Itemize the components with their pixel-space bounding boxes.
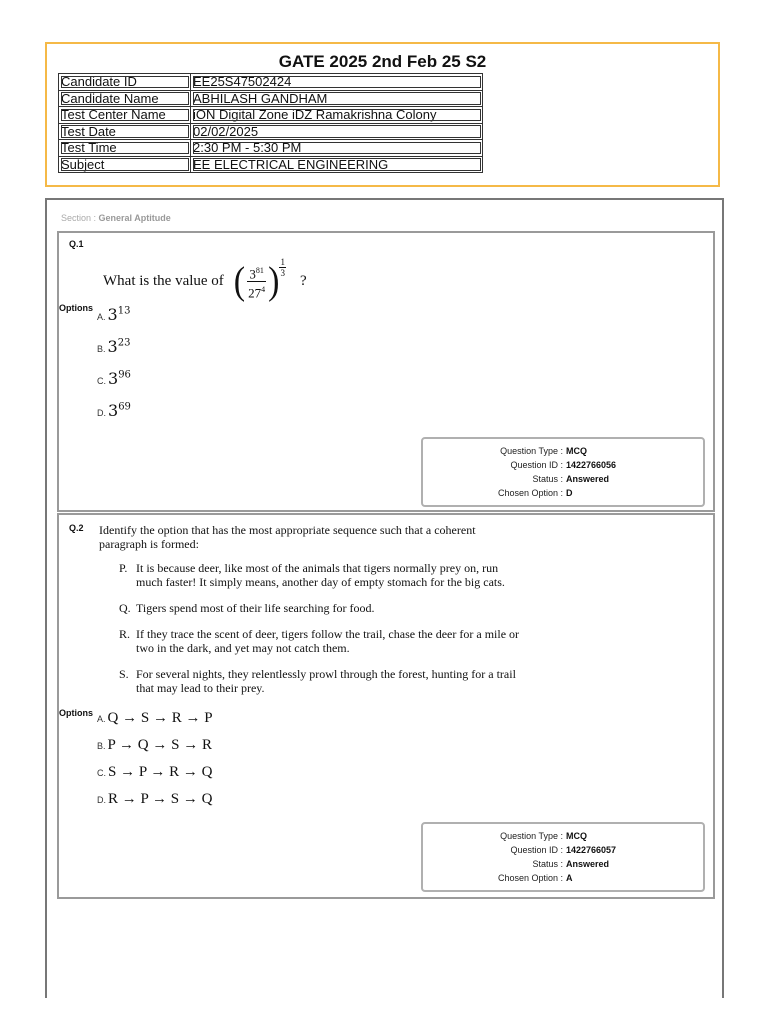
meta-value: Answered bbox=[566, 474, 610, 484]
meta-value: MCQ bbox=[566, 831, 587, 841]
option-letter: D. bbox=[97, 408, 106, 418]
option-base: 3 bbox=[107, 305, 118, 324]
meta-chosen-option bbox=[423, 873, 703, 883]
question-2-card bbox=[57, 513, 715, 899]
option-value bbox=[108, 401, 131, 420]
option-letter: C. bbox=[97, 768, 106, 778]
meta-value: D bbox=[566, 488, 573, 498]
info-key: Candidate ID bbox=[59, 74, 191, 91]
section-name: General Aptitude bbox=[98, 213, 171, 223]
options-label: Options bbox=[59, 708, 93, 718]
info-key: Subject bbox=[59, 156, 191, 173]
num-base: 3 bbox=[249, 266, 256, 282]
question-text bbox=[99, 523, 524, 707]
questions-panel bbox=[45, 198, 724, 998]
statement-q bbox=[119, 601, 524, 615]
meta-status bbox=[423, 474, 703, 484]
info-value: EE ELECTRICAL ENGINEERING bbox=[191, 156, 483, 173]
right-paren-glyph: ) bbox=[268, 259, 280, 303]
math-expression bbox=[233, 257, 286, 303]
info-key: Test Time bbox=[59, 140, 191, 157]
option-b[interactable] bbox=[97, 337, 130, 356]
section-label bbox=[61, 213, 171, 223]
statement-p bbox=[119, 561, 524, 589]
question-meta-box bbox=[421, 437, 705, 507]
question-number: Q.1 bbox=[69, 239, 84, 249]
info-key: Test Center Name bbox=[59, 107, 191, 124]
info-value: ABHILASH GANDHAM bbox=[191, 90, 483, 107]
meta-key: Status : bbox=[532, 859, 563, 869]
info-value: EE25S47502424 bbox=[191, 74, 483, 91]
meta-question-id bbox=[423, 845, 703, 855]
option-exponent: 23 bbox=[117, 337, 131, 349]
option-letter: B. bbox=[97, 741, 106, 751]
fraction-numerator bbox=[247, 263, 266, 282]
meta-value: 1422766056 bbox=[566, 460, 617, 470]
info-key: Candidate Name bbox=[59, 90, 191, 107]
den-base: 27 bbox=[248, 285, 262, 301]
question-text bbox=[103, 257, 307, 303]
fraction-denominator bbox=[246, 282, 267, 300]
info-value: iON Digital Zone iDZ Ramakrishna Colony bbox=[191, 107, 483, 124]
statement-text: Tigers spend most of their life searching for food. bbox=[136, 601, 375, 615]
statement-text: For several nights, they relentlessly prowl through the forest, hunting for a trail that may lead to their prey. bbox=[136, 667, 516, 695]
info-value: 02/02/2025 bbox=[191, 123, 483, 140]
option-letter: C. bbox=[97, 376, 106, 386]
statement-label: S. bbox=[119, 667, 129, 681]
question-1-card bbox=[57, 231, 715, 512]
meta-value: A bbox=[566, 873, 573, 883]
info-value: 2:30 PM - 5:30 PM bbox=[191, 140, 483, 157]
option-value bbox=[108, 337, 131, 356]
meta-question-type bbox=[423, 831, 703, 841]
meta-key: Question ID : bbox=[510, 845, 563, 855]
info-row-test-date bbox=[59, 123, 483, 140]
question-prompt: What is the value of bbox=[103, 273, 224, 290]
statement-label: Q. bbox=[119, 601, 131, 615]
outer-exponent bbox=[279, 257, 286, 278]
option-c[interactable] bbox=[97, 764, 212, 781]
statement-text: It is because deer, like most of the animals that tigers normally prey on, run much faster! It simply means, another day of empty stomach for the big cats. bbox=[136, 561, 505, 589]
meta-value: 1422766057 bbox=[566, 845, 617, 855]
option-a[interactable] bbox=[97, 710, 213, 727]
fraction bbox=[246, 263, 267, 301]
meta-key: Chosen Option : bbox=[497, 873, 563, 883]
option-value: S → P → R → Q bbox=[108, 764, 213, 780]
info-row-test-time bbox=[59, 140, 483, 157]
statement-label: P. bbox=[119, 561, 128, 575]
question-number: Q.2 bbox=[69, 523, 84, 533]
option-base: 3 bbox=[108, 369, 119, 388]
info-row-subject bbox=[59, 156, 483, 173]
candidate-info-panel bbox=[45, 42, 720, 187]
option-value: P → Q → S → R bbox=[107, 737, 212, 753]
statement-r bbox=[119, 627, 524, 655]
outer-exp-denominator: 3 bbox=[280, 268, 285, 278]
option-base: 3 bbox=[108, 401, 119, 420]
option-d[interactable] bbox=[97, 401, 131, 420]
info-row-test-center bbox=[59, 107, 483, 124]
candidate-info-table bbox=[58, 73, 483, 173]
meta-question-type bbox=[423, 446, 703, 456]
meta-status bbox=[423, 859, 703, 869]
info-row-candidate-name bbox=[59, 90, 483, 107]
option-value bbox=[108, 369, 131, 388]
option-value: Q → S → R → P bbox=[107, 710, 213, 726]
meta-value: Answered bbox=[566, 859, 610, 869]
meta-key: Question Type : bbox=[500, 831, 563, 841]
meta-question-id bbox=[423, 460, 703, 470]
meta-key: Status : bbox=[532, 474, 563, 484]
meta-chosen-option bbox=[423, 488, 703, 498]
statement-label: R. bbox=[119, 627, 131, 641]
option-c[interactable] bbox=[97, 369, 131, 388]
den-exponent: 4 bbox=[261, 285, 266, 295]
meta-key: Question Type : bbox=[500, 446, 563, 456]
option-exponent: 13 bbox=[117, 305, 131, 317]
option-base: 3 bbox=[107, 337, 118, 356]
meta-key: Chosen Option : bbox=[497, 488, 563, 498]
statement-text: If they trace the scent of deer, tigers follow the trail, chase the deer for a mile or two in the dark, and yet may not catch them. bbox=[136, 627, 520, 655]
option-letter: B. bbox=[97, 344, 106, 354]
option-a[interactable] bbox=[97, 305, 130, 324]
options-label: Options bbox=[59, 303, 93, 313]
option-d[interactable] bbox=[97, 791, 212, 808]
option-value: R → P → S → Q bbox=[108, 791, 213, 807]
info-key: Test Date bbox=[59, 123, 191, 140]
info-row-candidate-id bbox=[59, 74, 483, 91]
question-mark: ? bbox=[299, 273, 307, 290]
meta-value: MCQ bbox=[566, 446, 587, 456]
option-letter: A. bbox=[97, 714, 106, 724]
option-letter: A. bbox=[97, 312, 106, 322]
left-paren-glyph: ( bbox=[233, 259, 246, 303]
outer-exp-numerator: 1 bbox=[280, 257, 285, 267]
meta-key: Question ID : bbox=[510, 460, 563, 470]
option-letter: D. bbox=[97, 795, 106, 805]
option-exponent: 69 bbox=[118, 401, 131, 413]
question-meta-box bbox=[421, 822, 705, 892]
question-stem: Identify the option that has the most appropriate sequence such that a coherent paragraph is formed: bbox=[99, 523, 476, 551]
option-value bbox=[108, 305, 131, 324]
num-exponent: 81 bbox=[255, 266, 264, 275]
statement-s bbox=[119, 667, 524, 695]
option-exponent: 96 bbox=[118, 369, 131, 381]
exam-title: GATE 2025 2nd Feb 25 S2 bbox=[278, 52, 487, 71]
option-b[interactable] bbox=[97, 737, 212, 754]
section-prefix: Section : bbox=[61, 213, 99, 223]
